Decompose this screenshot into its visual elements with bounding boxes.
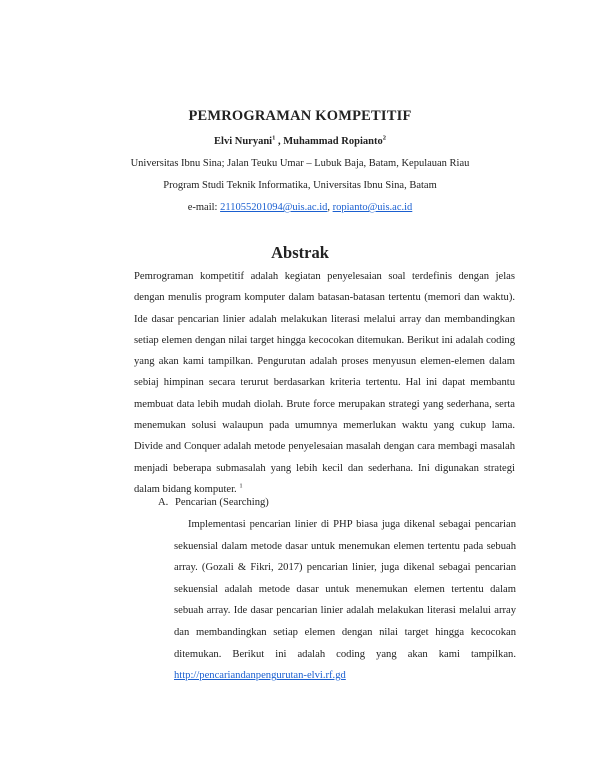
- abstract-paragraph: [134, 266, 515, 500]
- abstract-heading: Abstrak: [271, 243, 329, 262]
- abstract-text: Pemrograman kompetitif adalah kegiatan penyelesaian soal terdefinis dengan jelas dengan menulis program komputer dalam batasan-batasan tertentu (memori dan waktu). Ide dasar pencarian linier adalah melakukan literasi melalui array dan membandingkan setiap elemen dengan nilai target hingga kecocokan ditemukan. Berikut ini adalah coding yang akan kami tampilkan. Pengurutan adalah proses menyusun elemen-elemen dalam sebiaj himpinan secara terurut berdasarkan kriteria tertentu. Hal ini dapat membantu membuat data lebih mudah diolah. Brute force merupakan strategi yang sederhana, serta menemukan solusi walaupun pada umumnya memerlukan waktu yang cukup lama. Divide and Conquer adalah metode penyelesaian masalah dengan cara membagi masalah menjadi beberapa submasalah yang lebih kecil dan sederhana. Ini digunakan strategi dalam bidang komputer.: [134, 271, 515, 495]
- section-a-heading: [158, 497, 269, 508]
- author-affiliation-marker-2: 2: [382, 134, 386, 142]
- author-list: [0, 136, 600, 147]
- author-name-2: Muhammad Ropianto: [283, 136, 383, 147]
- email-line: [0, 202, 600, 213]
- email-label: e-mail:: [187, 202, 221, 213]
- section-a-title: Pencarian (Searching): [175, 497, 269, 508]
- email-link-2[interactable]: ropianto@uis.ac.id: [332, 202, 413, 213]
- affiliation-line-1: Universitas Ibnu Sina; Jalan Teuku Umar – Lubuk Baja, Batam, Kepulauan Riau: [130, 158, 470, 169]
- section-a-number: A.: [158, 497, 169, 508]
- abstract-footnote-marker: 1: [239, 482, 243, 490]
- email-separator: ,: [327, 202, 333, 213]
- author-name-1: Elvi Nuryani: [214, 136, 273, 147]
- section-a-link[interactable]: http://pencariandanpengurutan-elvi.rf.gd: [174, 670, 346, 682]
- affiliation-line-2: Program Studi Teknik Informatika, Universitas Ibnu Sina, Batam: [163, 180, 437, 191]
- author-separator: ,: [275, 136, 284, 147]
- section-a-paragraph: [174, 514, 516, 687]
- author-affiliation-marker-1: 1: [272, 134, 276, 142]
- email-link-1[interactable]: 211055201094@uis.ac.id: [220, 202, 328, 213]
- paper-title: PEMROGRAMAN KOMPETITIF: [188, 108, 412, 124]
- section-a-text: Implementasi pencarian linier di PHP biasa juga dikenal sebagai pencarian sekuensial dalam metode dasar untuk menemukan elemen tertentu pada sebuah array. (Gozali & Fikri, 2017) pencarian linier, juga dikenal sebagai pencarian sekuensial adalah metode dasar untuk menemukan elemen tertentu dalam sebuah array. Ide dasar pencarian linier adalah melakukan literasi melalui array dan membandingkan setiap elemen dengan nilai target hingga kecocokan ditemukan. Berikut ini adalah coding yang akan kami tampilkan.: [174, 519, 516, 660]
